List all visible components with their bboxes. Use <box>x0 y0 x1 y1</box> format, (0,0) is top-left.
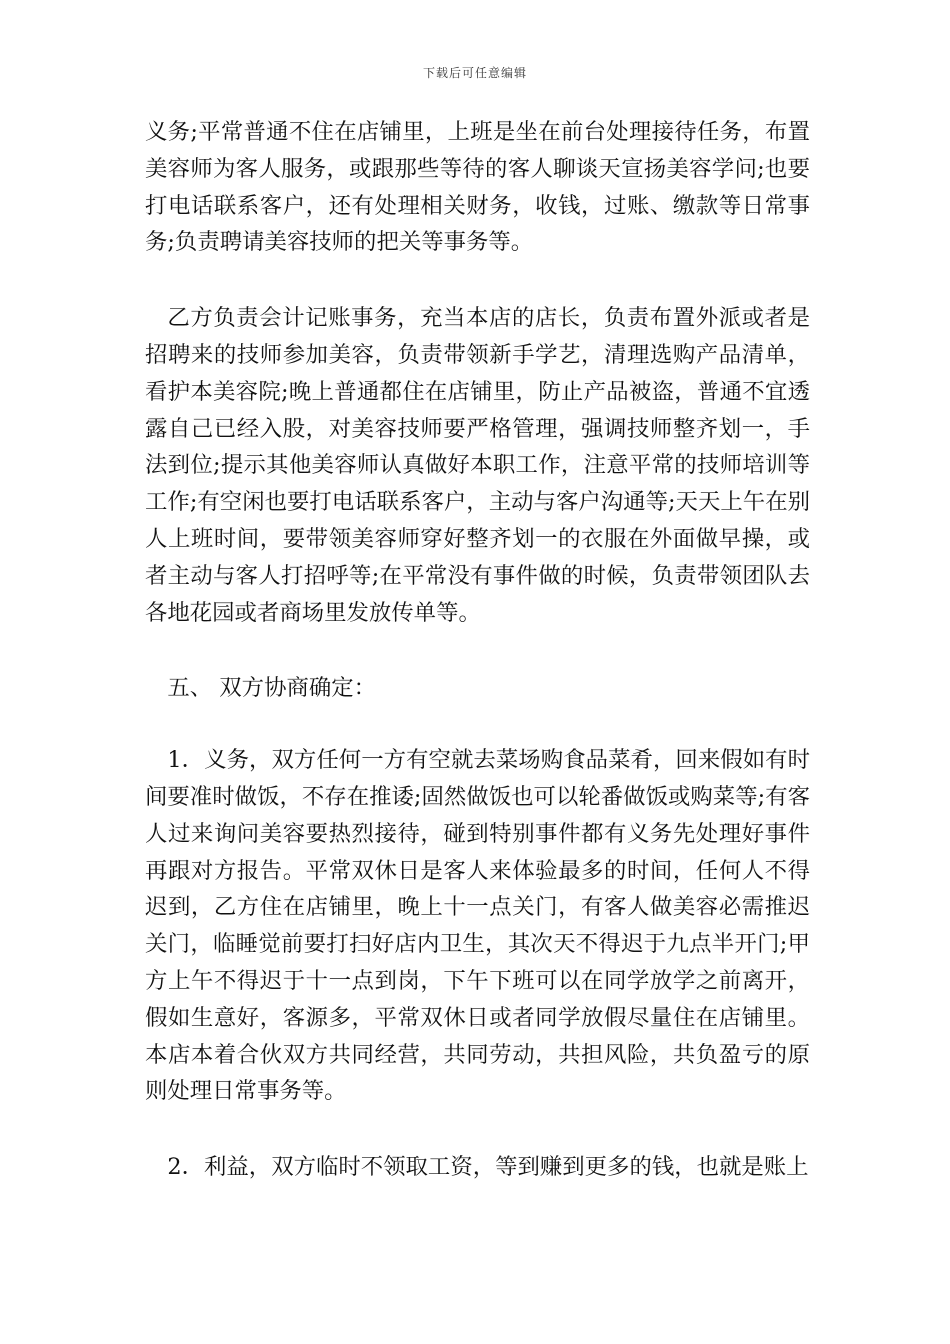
section-heading-agreement: 五、 双方协商确定： <box>167 675 377 702</box>
paragraph-duties-continued: 义务;平常普通不住在店铺里，上班是坐在前台处理接待任务，布置美容师为客人服务，或跟那些等待的客人聊谈天宣扬美容学问;也要打电话联系客户，还有处理相关财务，收钱，过账、缴款等日常事务;负责聘请美容技师的把关等事务等。 <box>145 119 810 256</box>
paragraph-obligations: 1．义务，双方任何一方有空就去菜场购食品菜肴，回来假如有时间要准时做饭，不存在推诿;固然做饭也可以轮番做饭或购菜等;有客人过来询问美容要热烈接待，碰到特别事件都有义务先处理好事件再跟对方报告。平常双休日是客人来体验最多的时间，任何人不得迟到，乙方住在店铺里，晚上十一点关门，有客人做美容必需推迟关门，临睡觉前要打扫好店内卫生，其次天不得迟于九点半开门;甲方上午不得迟于十一点到岗，下午下班可以在同学放学之前离开，假如生意好，客源多，平常双休日或者同学放假尽量住在店铺里。本店本着合伙双方共同经营，共同劳动，共担风险，共负盈亏的原则处理日常事务等。 <box>145 747 810 1105</box>
document-body <box>145 114 810 1225</box>
page-header: 下载后可任意编辑 <box>422 66 527 80</box>
paragraph-interests: 2．利益，双方临时不领取工资，等到赚到更多的钱，也就是账上 <box>167 1154 809 1181</box>
paragraph-party-b-duties: 乙方负责会计记账事务，充当本店的店长，负责布置外派或者是招聘来的技师参加美容，负责带领新手学艺，清理选购产品清单，看护本美容院;晚上普通都住在店铺里，防止产品被盗，普通不宜透露自己已经入股，对美容技师要严格管理，强调技师整齐划一，手法到位;提示其他美容师认真做好本职工作，注意平常的技师培训等工作;有空闲也要打电话联系客户，主动与客户沟通等;天天上午在别人上班时间，要带领美容师穿好整齐划一的衣服在外面做早操，或者主动与客人打招呼等;在平常没有事件做的时候，负责带领团队去各地花园或者商场里发放传单等。 <box>145 305 810 626</box>
